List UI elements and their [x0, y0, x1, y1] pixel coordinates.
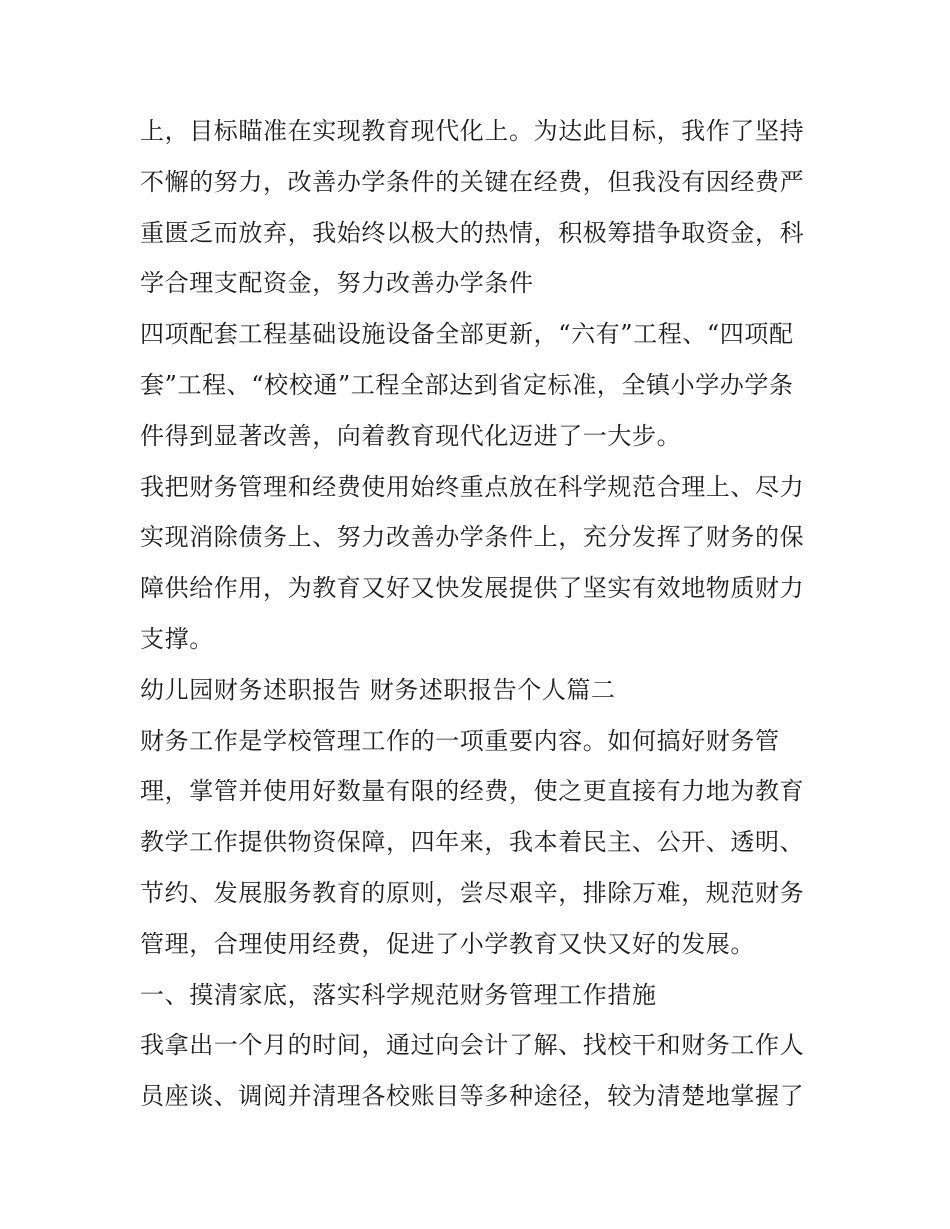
text-line: 件得到显著改善，向着教育现代化迈进了一大步。	[140, 421, 682, 450]
text-line: 不懈的努力，改善办学条件的关键在经费，但我没有因经费严	[140, 167, 805, 196]
text-line: 我拿出一个月的时间，通过向会计了解、找校干和财务工作人	[140, 1031, 805, 1060]
text-line: 财务工作是学校管理工作的一项重要内容。如何搞好财务管	[140, 726, 780, 755]
text-line: 障供给作用，为教育又好又快发展提供了坚实有效地物质财力	[140, 574, 805, 603]
text-line: 实现消除债务上、努力改善办学条件上，充分发挥了财务的保	[140, 523, 805, 552]
text-line: 节约、发展服务教育的原则，尝尽艰辛，排除万难，规范财务	[140, 878, 805, 907]
text-line: 理，掌管并使用好数量有限的经费，使之更直接有力地为教育	[140, 777, 805, 806]
text-line: 四项配套工程基础设施设备全部更新，“六有”工程、“四项配	[140, 320, 794, 349]
text-line: 套”工程、“校校通”工程全部达到省定标准，全镇小学办学条	[140, 370, 794, 399]
text-line: 管理，合理使用经费，促进了小学教育又快又好的发展。	[140, 929, 755, 958]
text-line: 教学工作提供物资保障，四年来，我本着民主、公开、透明、	[140, 828, 805, 857]
text-line: 支撑。	[140, 624, 214, 653]
text-line: 员座谈、调阅并清理各校账目等多种途径，较为清楚地掌握了	[140, 1082, 805, 1111]
text-line: 学合理支配资金，努力改善办学条件	[140, 269, 534, 298]
text-line: 重匮乏而放弃，我始终以极大的热情，积极筹措争取资金，科	[140, 218, 805, 247]
section-heading: 幼儿园财务述职报告 财务述职报告个人篇二	[140, 675, 616, 704]
subsection-heading: 一、摸清家底，落实科学规范财务管理工作措施	[140, 980, 657, 1009]
document-body	[140, 106, 830, 1122]
text-line: 我把财务管理和经费使用始终重点放在科学规范合理上、尽力	[140, 472, 805, 501]
text-line: 上，目标瞄准在实现教育现代化上。为达此目标，我作了坚持	[140, 117, 805, 145]
